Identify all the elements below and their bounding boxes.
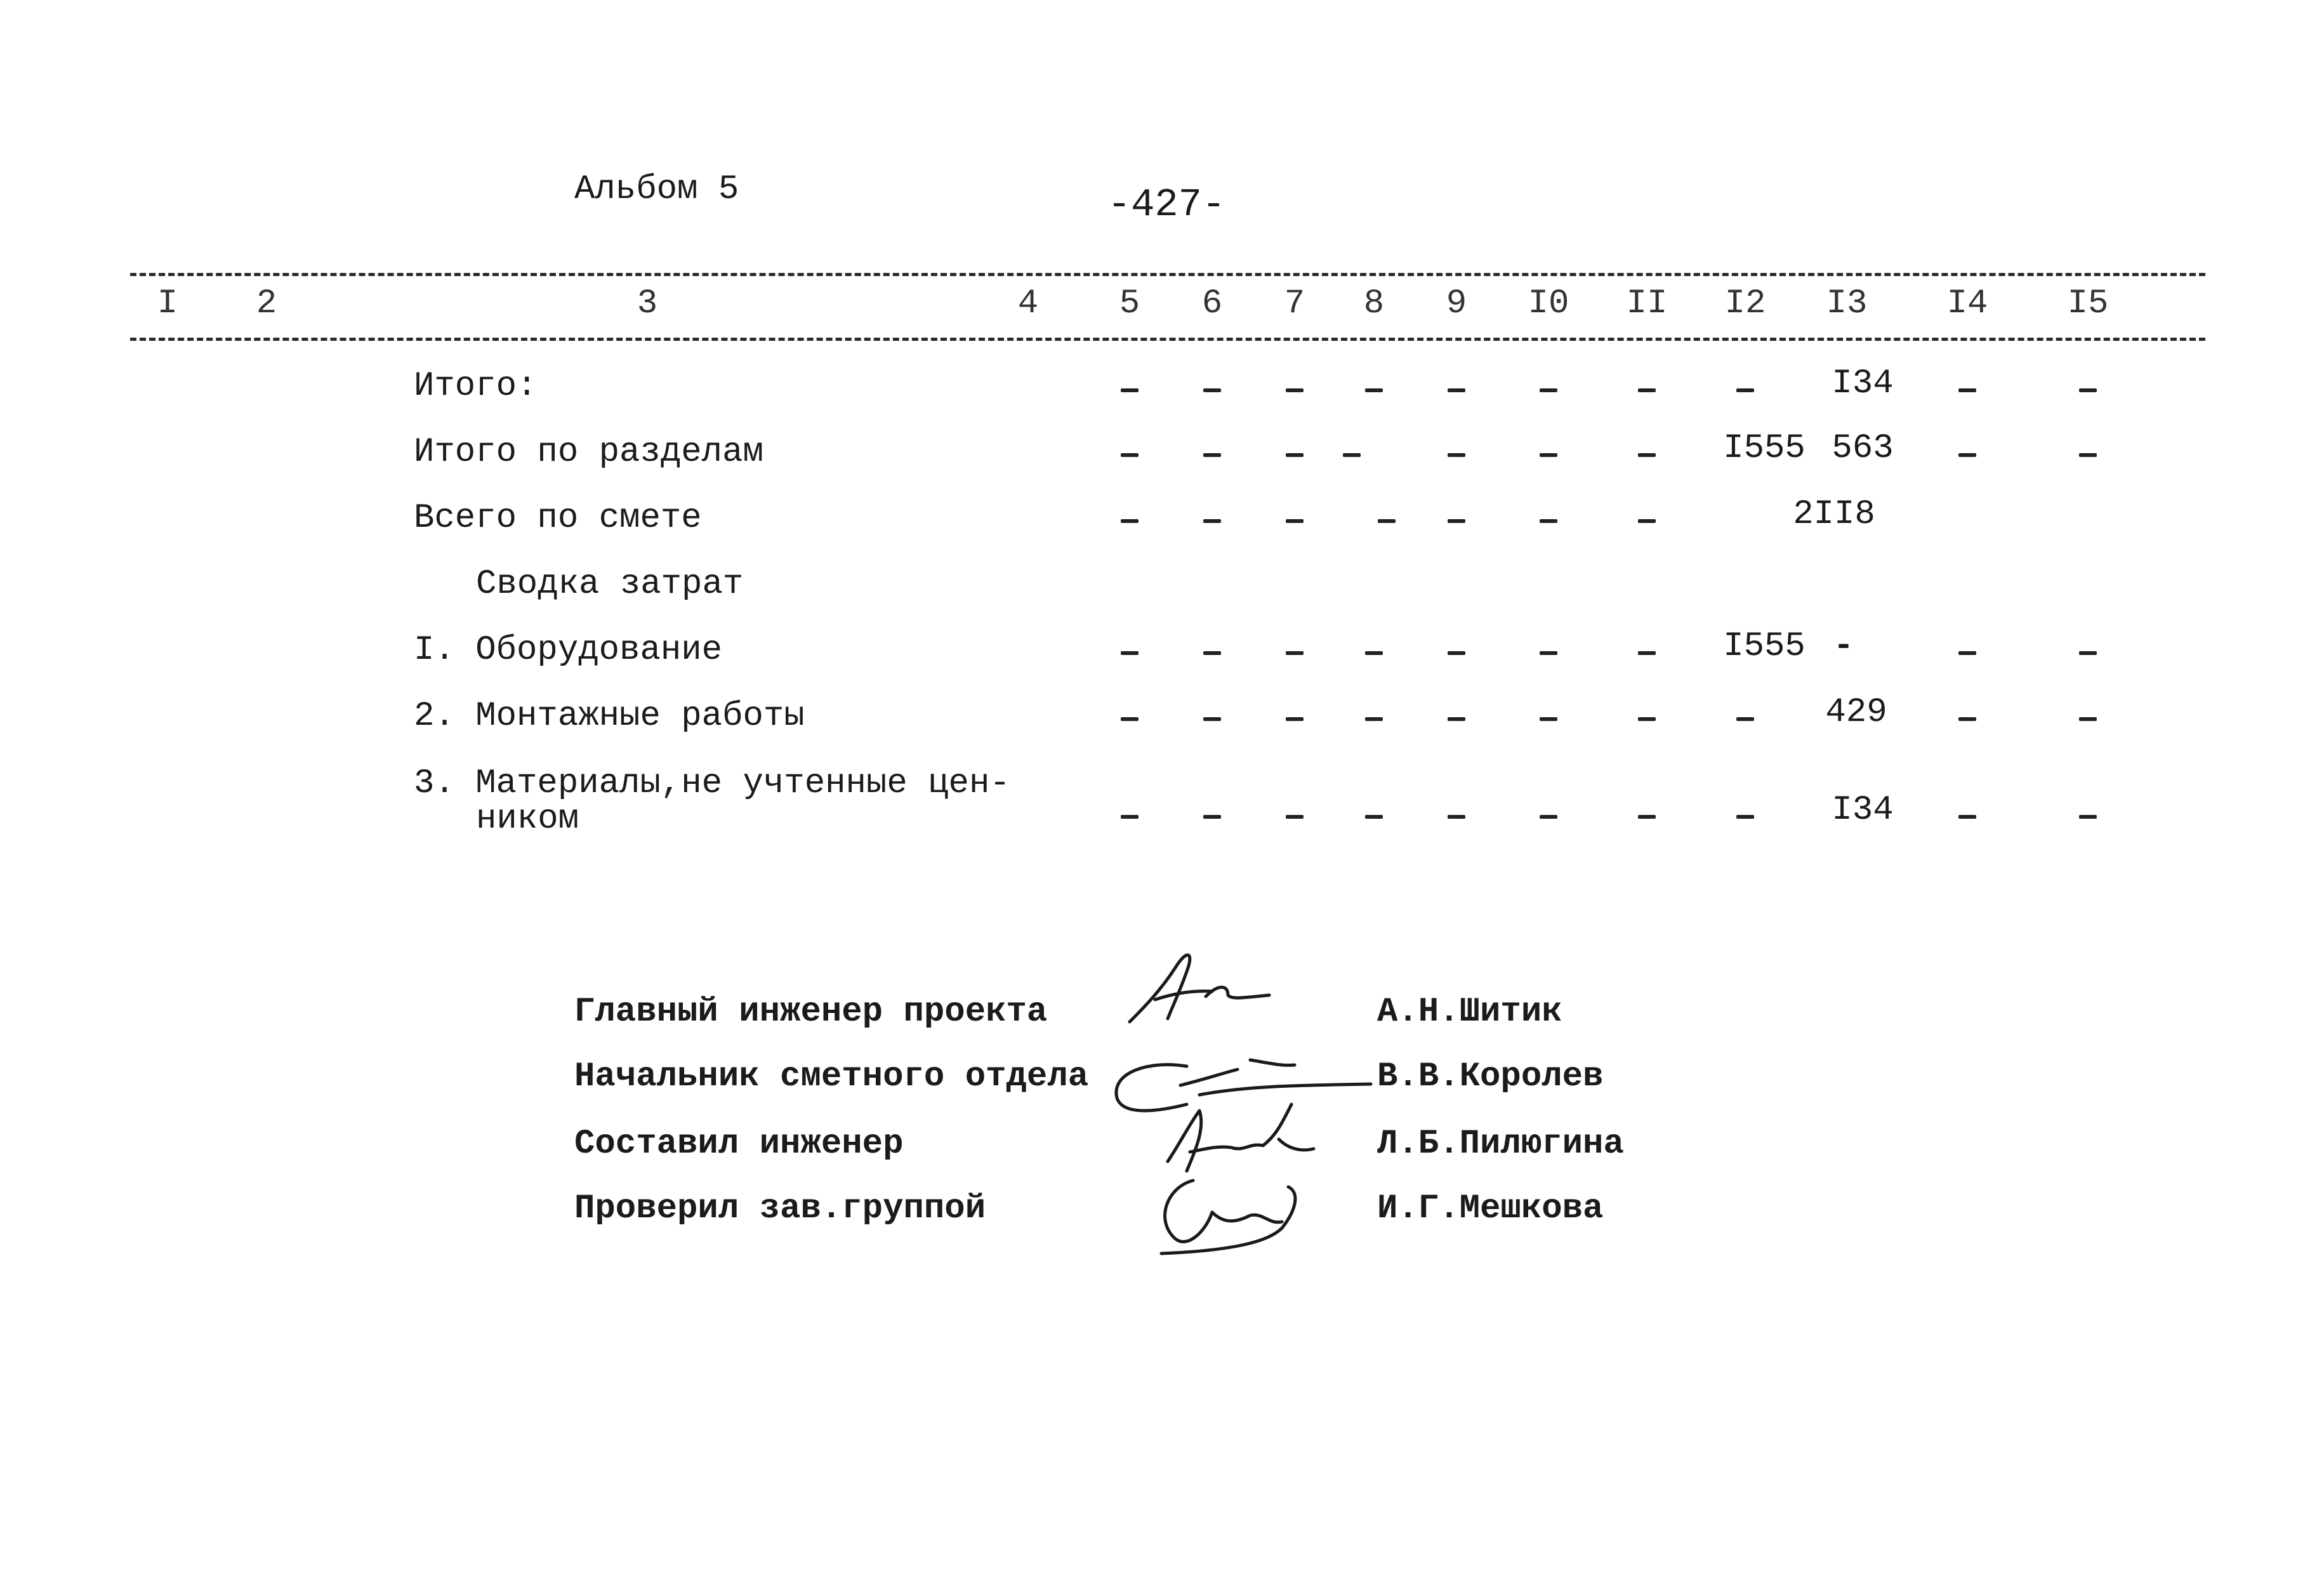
dash-mark bbox=[1958, 388, 1976, 392]
dash-mark bbox=[1365, 651, 1383, 655]
row-label-total: Итого: bbox=[414, 367, 538, 406]
dash-mark bbox=[1365, 717, 1383, 721]
dash-mark bbox=[1121, 717, 1139, 721]
dash-mark bbox=[1638, 815, 1656, 819]
cell-col13: I34 bbox=[1832, 364, 1894, 403]
column-number: 9 bbox=[1446, 284, 1467, 323]
dash-mark bbox=[1203, 519, 1221, 523]
dash-mark bbox=[1638, 388, 1656, 392]
dash-mark bbox=[1203, 651, 1221, 655]
handwritten-signature-4 bbox=[1142, 1168, 1333, 1257]
table-top-rule bbox=[130, 273, 2205, 276]
dash-mark bbox=[1540, 519, 1557, 523]
dash-mark bbox=[1958, 651, 1976, 655]
cell-col13: 563 bbox=[1832, 429, 1894, 468]
dash-mark bbox=[1540, 717, 1557, 721]
signature-position: Проверил зав.группой bbox=[574, 1189, 986, 1228]
dash-mark bbox=[1736, 815, 1754, 819]
dash-mark bbox=[2079, 388, 2097, 392]
dash-mark bbox=[1121, 519, 1139, 523]
dash-mark bbox=[1958, 717, 1976, 721]
dash-mark bbox=[1286, 453, 1304, 457]
dash-mark bbox=[2079, 651, 2097, 655]
dash-mark bbox=[1121, 651, 1139, 655]
signature-position: Составил инженер bbox=[574, 1125, 904, 1163]
dash-mark bbox=[1448, 388, 1465, 392]
dash-mark bbox=[1448, 815, 1465, 819]
section-heading-cost-summary: Сводка затрат bbox=[476, 565, 744, 604]
column-number: I3 bbox=[1826, 284, 1868, 323]
dash-mark bbox=[1365, 815, 1383, 819]
dash-mark bbox=[1638, 453, 1656, 457]
dash-mark bbox=[1448, 651, 1465, 655]
page-number: -427- bbox=[1107, 182, 1226, 227]
column-number: 2 bbox=[256, 284, 277, 323]
dash-mark bbox=[1448, 519, 1465, 523]
dash-mark bbox=[1958, 815, 1976, 819]
dash-mark bbox=[1448, 717, 1465, 721]
dash-mark bbox=[1736, 388, 1754, 392]
signature-name: В.В.Королев bbox=[1377, 1057, 1604, 1096]
row-label-installation: 2. Монтажные работы bbox=[414, 697, 805, 736]
cell-col12: I555 bbox=[1723, 627, 1806, 666]
dash-mark bbox=[1958, 453, 1976, 457]
signature-name: Л.Б.Пилюгина bbox=[1377, 1125, 1624, 1163]
column-number: 3 bbox=[637, 284, 658, 323]
cell-col13: - bbox=[1833, 627, 1854, 666]
cell-col13: 429 bbox=[1825, 693, 1887, 732]
dash-mark bbox=[1540, 815, 1557, 819]
dash-mark bbox=[1378, 519, 1396, 523]
column-number: I2 bbox=[1724, 284, 1766, 323]
column-number: 6 bbox=[1201, 284, 1223, 323]
column-number: I5 bbox=[2067, 284, 2109, 323]
dash-mark bbox=[1638, 651, 1656, 655]
row-label-estimate-total: Всего по смете bbox=[414, 499, 702, 538]
column-number: II bbox=[1626, 284, 1668, 323]
row-label-materials-line1: 3. Материалы,не учтенные цен- bbox=[414, 764, 1010, 803]
column-number: I4 bbox=[1946, 284, 1988, 323]
dash-mark bbox=[1343, 453, 1361, 457]
album-label: Альбом 5 bbox=[574, 170, 739, 209]
signature-position: Начальник сметного отдела bbox=[574, 1057, 1089, 1096]
handwritten-signature-1 bbox=[1117, 939, 1307, 1035]
dash-mark bbox=[1203, 453, 1221, 457]
dash-mark bbox=[1540, 453, 1557, 457]
row-label-text: Итого по разделам bbox=[414, 433, 763, 472]
cell-col13: I34 bbox=[1832, 791, 1894, 830]
dash-mark bbox=[2079, 453, 2097, 457]
dash-mark bbox=[2079, 717, 2097, 721]
dash-mark bbox=[1203, 815, 1221, 819]
dash-mark bbox=[1286, 717, 1304, 721]
dash-mark bbox=[1540, 388, 1557, 392]
signature-name: А.Н.Шитик bbox=[1377, 993, 1562, 1031]
cell-col13: 2II8 bbox=[1793, 495, 1875, 534]
row-label-sections-total bbox=[414, 435, 763, 470]
dash-mark bbox=[1121, 815, 1139, 819]
dash-mark bbox=[1448, 453, 1465, 457]
dash-mark bbox=[1638, 519, 1656, 523]
table-header-bottom-rule bbox=[130, 338, 2205, 341]
dash-mark bbox=[1286, 388, 1304, 392]
signature-position: Главный инженер проекта bbox=[574, 993, 1048, 1031]
dash-mark bbox=[1203, 717, 1221, 721]
dash-mark bbox=[1121, 453, 1139, 457]
row-label-equipment: I. Оборудование bbox=[414, 631, 723, 670]
signature-name: И.Г.Мешкова bbox=[1377, 1189, 1604, 1228]
dash-mark bbox=[1286, 651, 1304, 655]
dash-mark bbox=[1638, 717, 1656, 721]
column-number: 5 bbox=[1119, 284, 1140, 323]
column-number: 8 bbox=[1363, 284, 1385, 323]
dash-mark bbox=[1540, 651, 1557, 655]
cell-col12: I555 bbox=[1723, 429, 1806, 468]
dash-mark bbox=[1121, 388, 1139, 392]
column-number: I bbox=[157, 284, 178, 323]
dash-mark bbox=[2079, 815, 2097, 819]
column-number: 4 bbox=[1017, 284, 1039, 323]
column-number: 7 bbox=[1284, 284, 1305, 323]
row-label-materials-line2: ником bbox=[476, 800, 579, 838]
column-number: I0 bbox=[1528, 284, 1569, 323]
dash-mark bbox=[1286, 519, 1304, 523]
dash-mark bbox=[1365, 388, 1383, 392]
dash-mark bbox=[1286, 815, 1304, 819]
dash-mark bbox=[1736, 717, 1754, 721]
dash-mark bbox=[1203, 388, 1221, 392]
